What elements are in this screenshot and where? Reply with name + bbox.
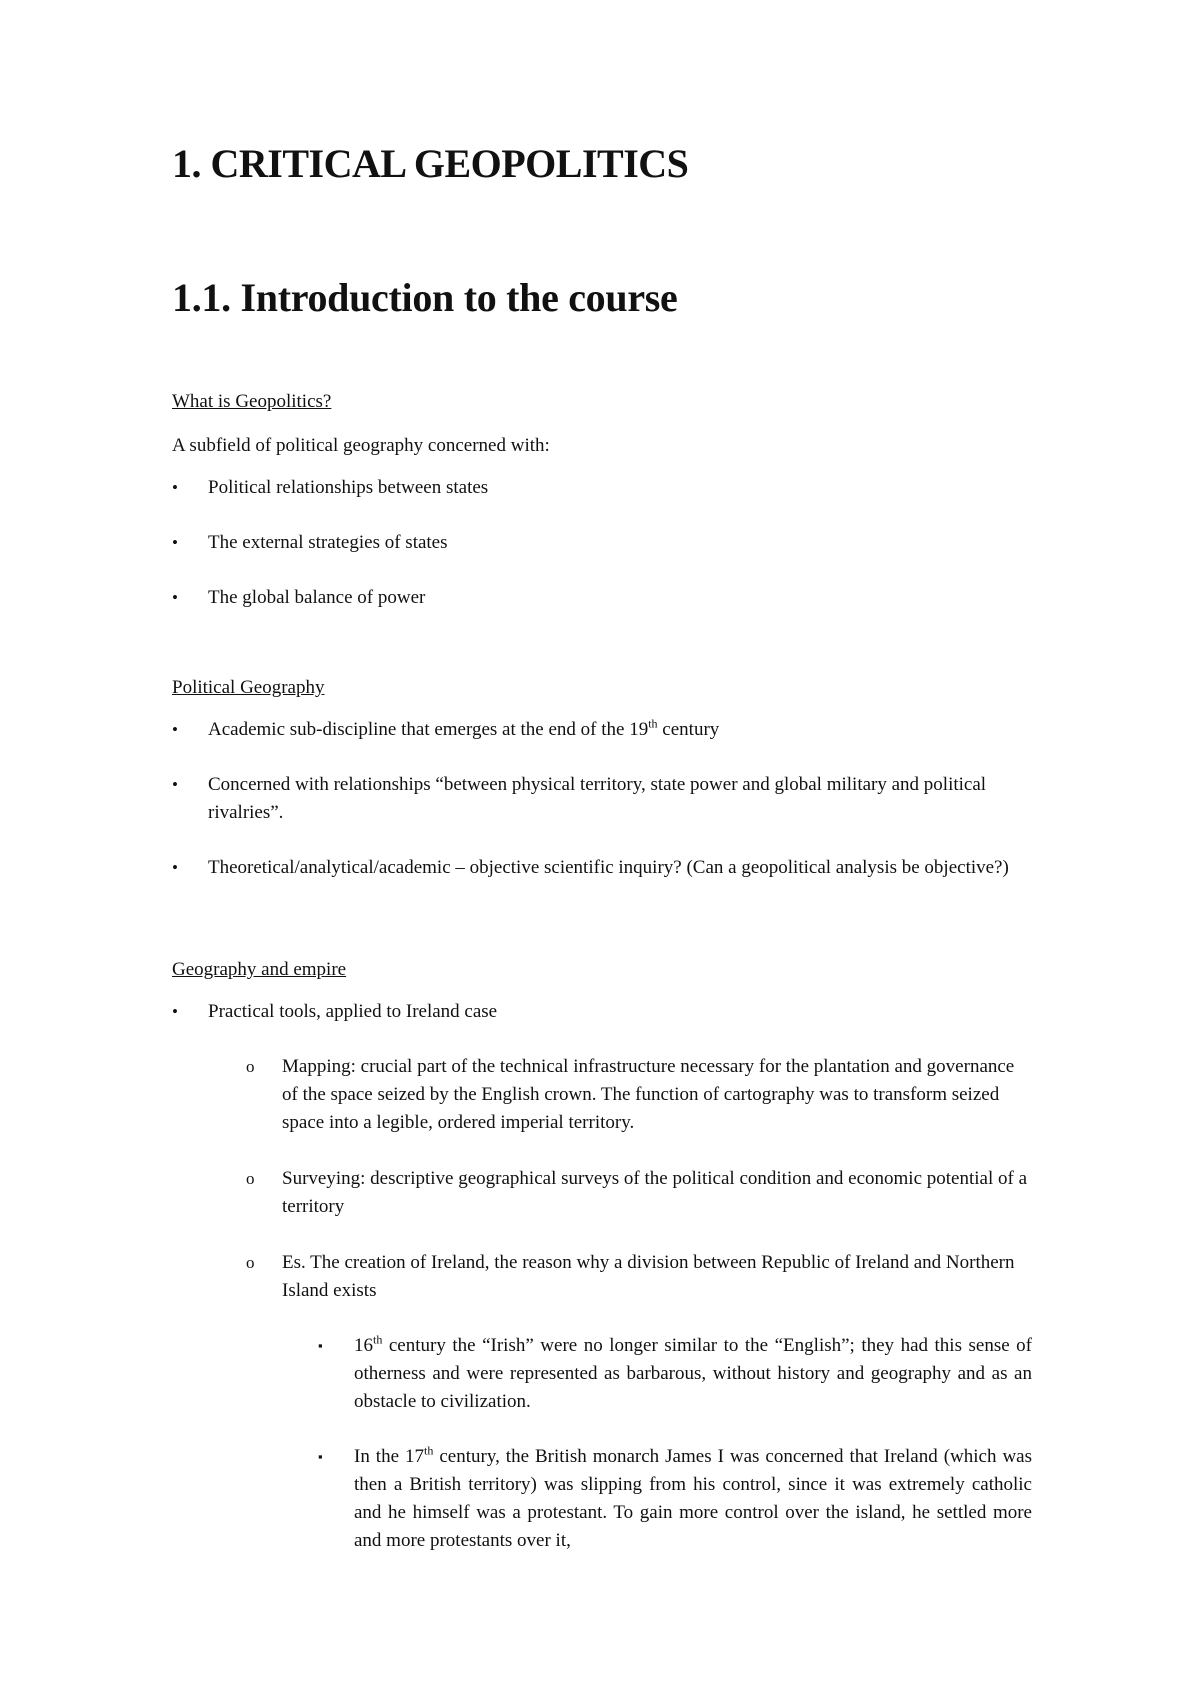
superscript: th — [424, 1443, 434, 1458]
sub-list-item-text: Mapping: crucial part of the technical infrastructure necessary for the plantation and governance of the space seized by the English crown. The function of cartography was to transform seized space into a legible, ordered imperial territory. — [282, 1056, 1015, 1133]
text-segment: century — [657, 719, 720, 740]
sub-list-item-text: Surveying: descriptive geographical surveys of the political condition and economic potential of a territory — [282, 1168, 1028, 1217]
superscript: th — [648, 716, 658, 731]
text-segment: 16 — [354, 1335, 373, 1356]
sub-sub-list-item-text — [354, 1332, 1032, 1416]
circle-marker: o — [246, 1057, 255, 1076]
geopolitics-intro: A subfield of political geography concerned with: — [172, 435, 550, 456]
list-item-text: The global balance of power — [208, 587, 426, 608]
political-geography-title: Political Geography — [172, 677, 325, 698]
list-item-text: Concerned with relationships “between physical territory, state power and global military and political rivalries”. — [208, 774, 987, 823]
sub-sub-list-item-text — [354, 1443, 1032, 1555]
square-marker: ▪ — [318, 1338, 323, 1353]
sub-list-item-text: Es. The creation of Ireland, the reason why a division between Republic of Ireland and Northern Island exists — [282, 1252, 1015, 1301]
circle-marker: o — [246, 1169, 255, 1188]
geopolitics-title: What is Geopolitics? — [172, 391, 332, 412]
list-item-text: The external strategies of states — [208, 532, 448, 553]
text-segment: In the 17 — [354, 1446, 425, 1467]
bullet-marker: • — [172, 1002, 178, 1021]
bullet-marker: • — [172, 858, 178, 877]
list-item-text: Practical tools, applied to Ireland case — [208, 1001, 498, 1022]
bullet-marker: • — [172, 478, 178, 497]
list-item-text — [208, 716, 1032, 744]
list-item-text: Theoretical/analytical/academic – objective scientific inquiry? (Can a geopolitical analysis be objective?) — [208, 857, 1009, 878]
text-segment: century, the British monarch James I was concerned that Ireland (which was then a British territory) was slipping from his control, since it was extremely catholic and he himself was a protestant. To gain more control over the island, he settled more and more protestants over it, — [354, 1446, 1033, 1551]
geography-empire-title: Geography and empire — [172, 959, 347, 980]
square-marker: ▪ — [318, 1449, 323, 1464]
bullet-marker: • — [172, 775, 178, 794]
bullet-marker: • — [172, 533, 178, 552]
list-item-text: Political relationships between states — [208, 477, 489, 498]
text-segment: century the “Irish” were no longer similar to the “English”; they had this sense of otherness and were represented as barbarous, without history and geography and as an obstacle to civilization. — [354, 1335, 1032, 1412]
chapter-heading: 1. CRITICAL GEOPOLITICS — [172, 141, 689, 186]
bullet-marker: • — [172, 720, 178, 739]
superscript: th — [373, 1332, 383, 1347]
section-heading: 1.1. Introduction to the course — [172, 275, 678, 320]
bullet-marker: • — [172, 588, 178, 607]
text-segment: Academic sub-discipline that emerges at the end of the 19 — [208, 719, 649, 740]
circle-marker: o — [246, 1253, 255, 1272]
